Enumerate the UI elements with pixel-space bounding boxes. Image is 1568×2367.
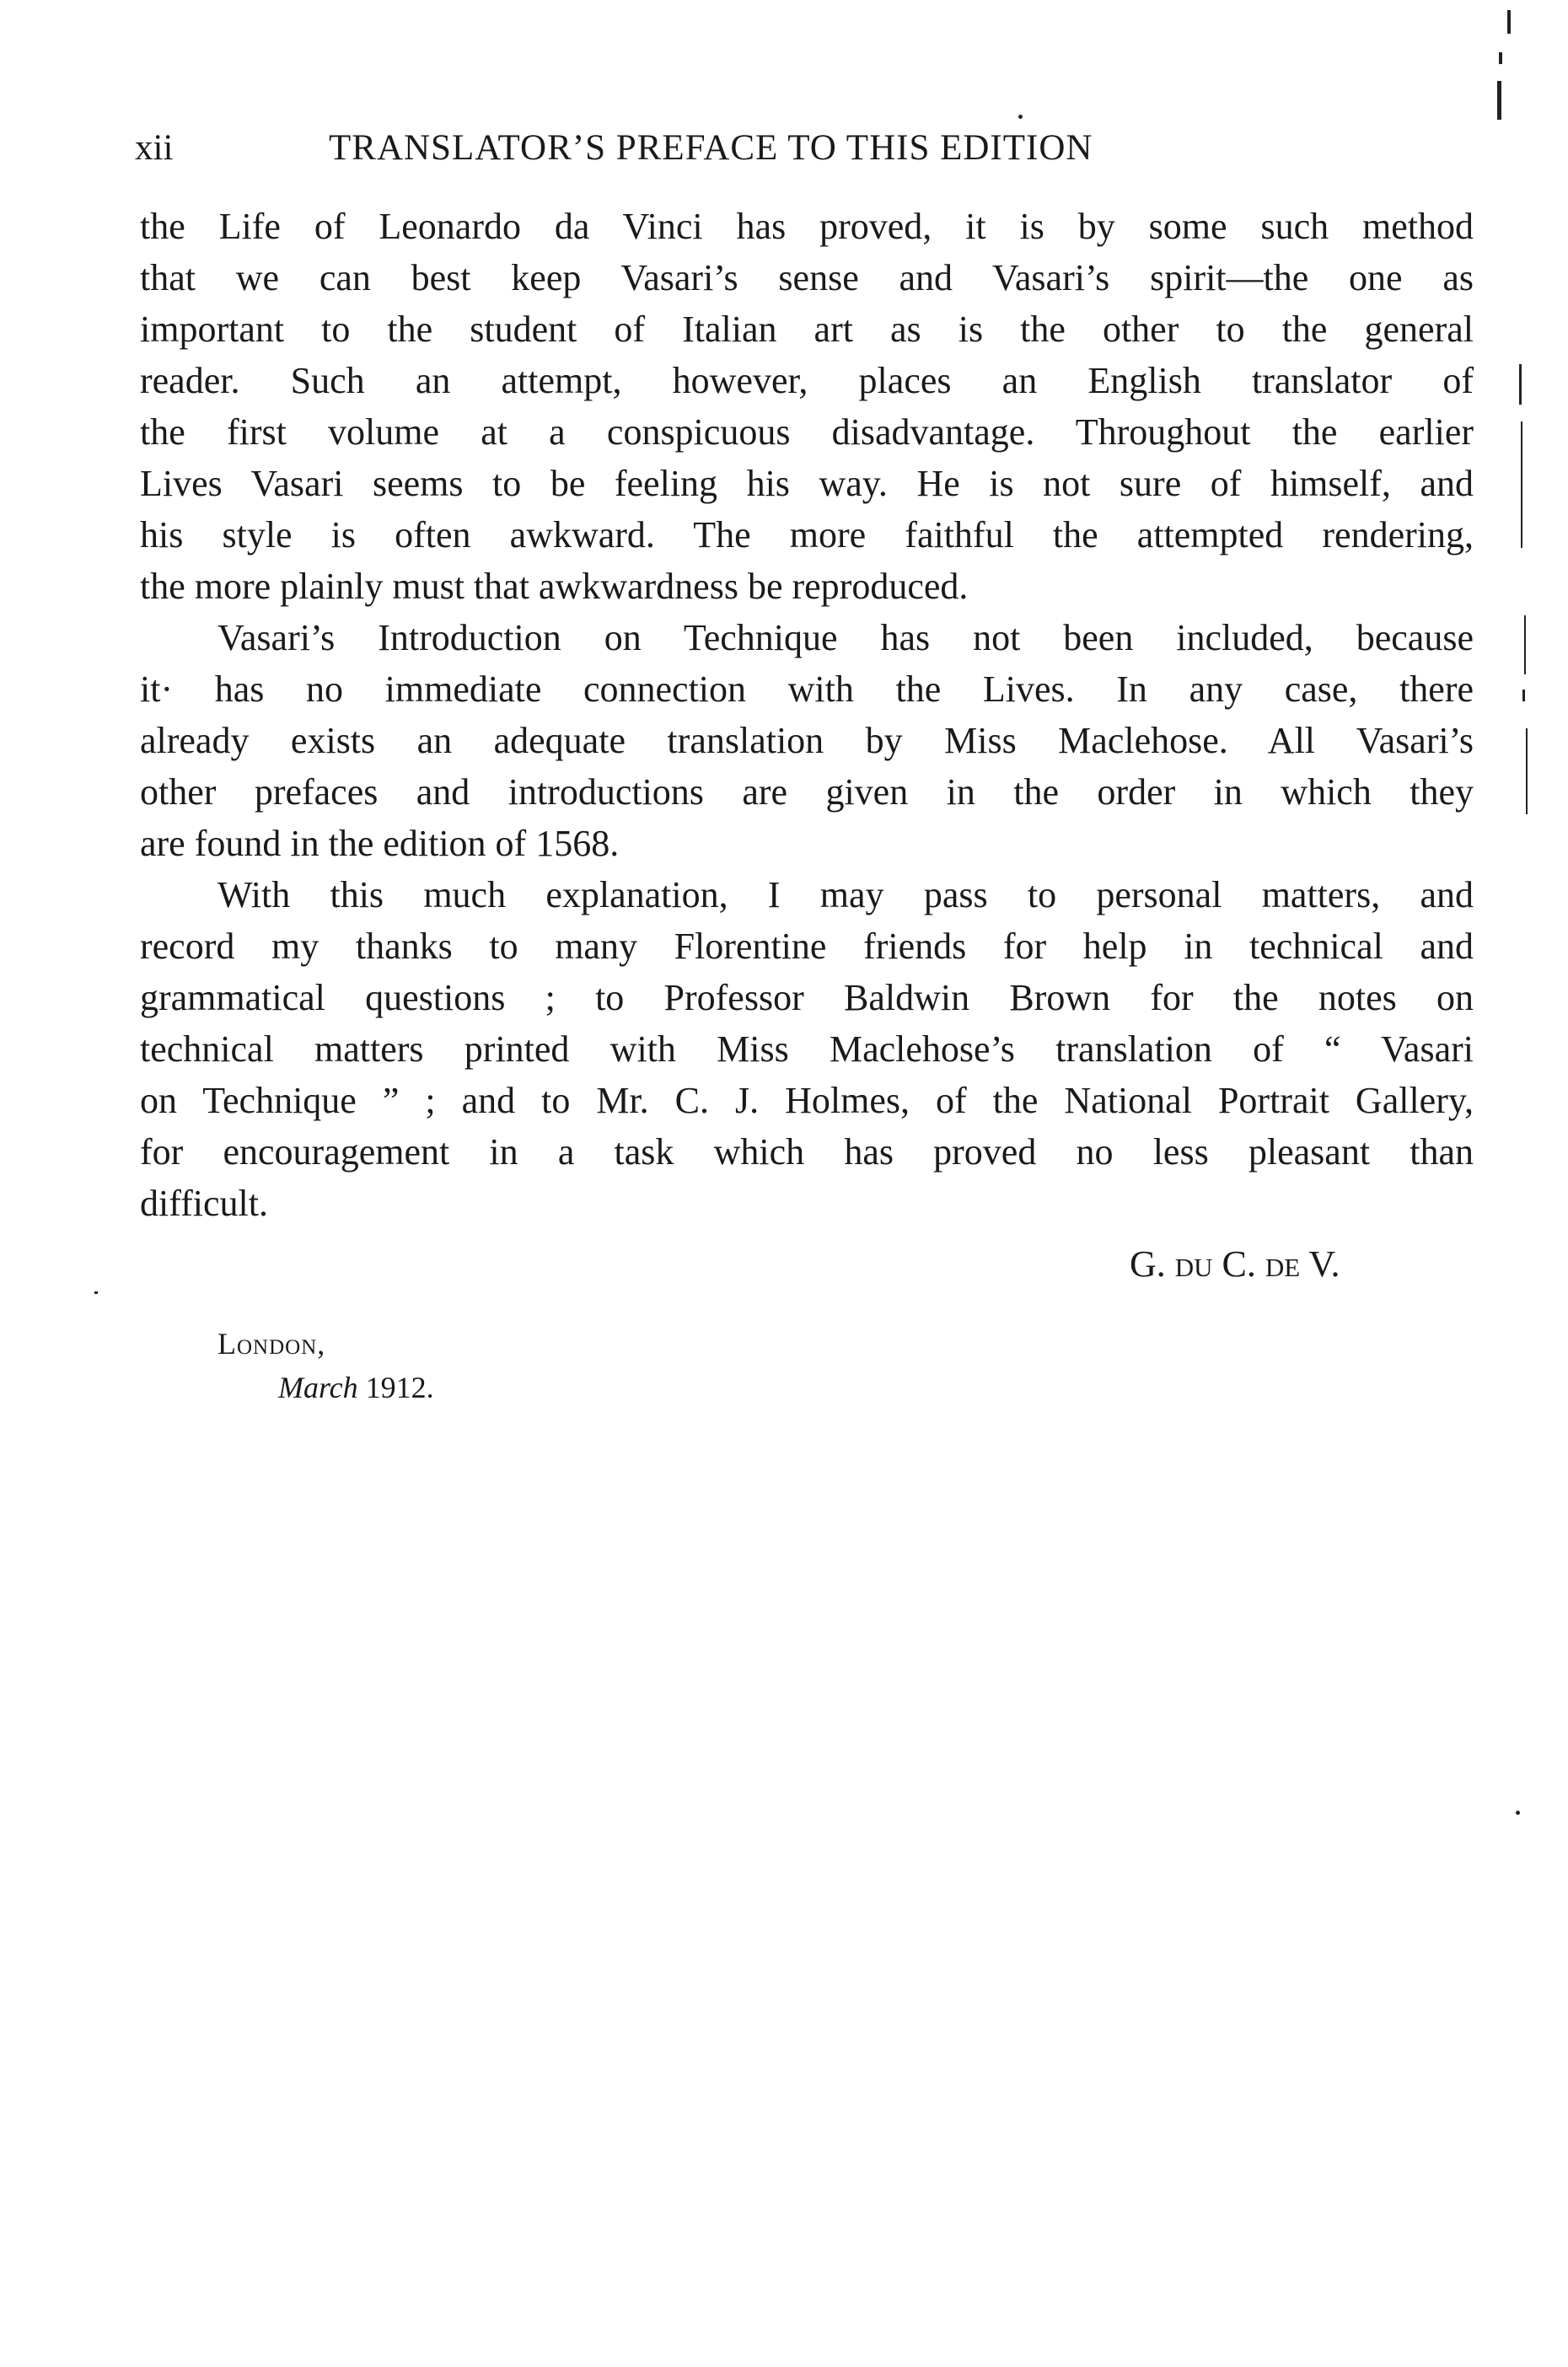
- text-line: for encouragement in a task which has proved no less pleasant than: [140, 1131, 1474, 1173]
- text-line: important to the student of Italian art as is the other to the general: [140, 309, 1474, 350]
- text-line: other prefaces and introductions are given in the order in which they: [140, 771, 1474, 813]
- scan-mark: [1522, 690, 1525, 701]
- text-line: his style is often awkward. The more faithful the attempted rendering,: [140, 514, 1474, 556]
- text-line: grammatical questions ; to Professor Baldwin Brown for the notes on: [140, 977, 1474, 1018]
- text-line: it· has no immediate connection with the Lives. In any case, there: [140, 668, 1474, 710]
- text-line: Vasari’s Introduction on Technique has not been included, because: [217, 617, 1474, 658]
- text-line: technical matters printed with Miss Maclehose’s translation of “ Vasari: [140, 1028, 1474, 1070]
- text-line: record my thanks to many Florentine friends for help in technical and: [140, 926, 1474, 967]
- page-number: xii: [135, 128, 174, 168]
- scan-mark: [1521, 421, 1522, 548]
- preface-body: [140, 201, 1474, 1229]
- scan-mark: [1497, 81, 1501, 120]
- text-line: the first volume at a conspicuous disadvantage. Throughout the earlier: [140, 411, 1474, 453]
- translator-signature: G. du C. de V.: [1130, 1243, 1340, 1285]
- text-line: reader. Such an attempt, however, places an English translator of: [140, 360, 1474, 401]
- text-line: on Technique ” ; and to Mr. C. J. Holmes, of the National Portrait Gallery,: [140, 1080, 1474, 1121]
- scan-mark: [1519, 364, 1522, 405]
- scan-mark: [1018, 115, 1023, 119]
- place-line: London,: [217, 1327, 326, 1361]
- scan-mark: [1516, 1811, 1520, 1815]
- text-line: With this much explanation, I may pass to personal matters, and: [217, 874, 1474, 915]
- text-line: are found in the edition of 1568.: [140, 823, 620, 864]
- text-line: the more plainly must that awkwardness be reproduced.: [140, 566, 969, 607]
- date-month: March: [278, 1371, 358, 1404]
- date-year: 1912.: [365, 1371, 434, 1404]
- text-line: that we can best keep Vasari’s sense and Vasari’s spirit—the one as: [140, 257, 1474, 298]
- running-head-title: TRANSLATOR’S PREFACE TO THIS EDITION: [329, 128, 1093, 168]
- scan-mark: [1499, 52, 1502, 64]
- text-line: already exists an adequate translation by Miss Maclehose. All Vasari’s: [140, 720, 1474, 761]
- scan-mark: [1507, 10, 1511, 34]
- scan-mark: [94, 1291, 98, 1294]
- date-line: [278, 1366, 434, 1409]
- running-head: [135, 123, 1315, 174]
- scan-mark: [1526, 728, 1528, 814]
- text-line: the Life of Leonardo da Vinci has proved, it is by some such method: [140, 206, 1474, 247]
- scan-mark: [1524, 615, 1526, 674]
- text-line: Lives Vasari seems to be feeling his way. He is not sure of himself, and: [140, 463, 1474, 504]
- text-line: difficult.: [140, 1183, 268, 1224]
